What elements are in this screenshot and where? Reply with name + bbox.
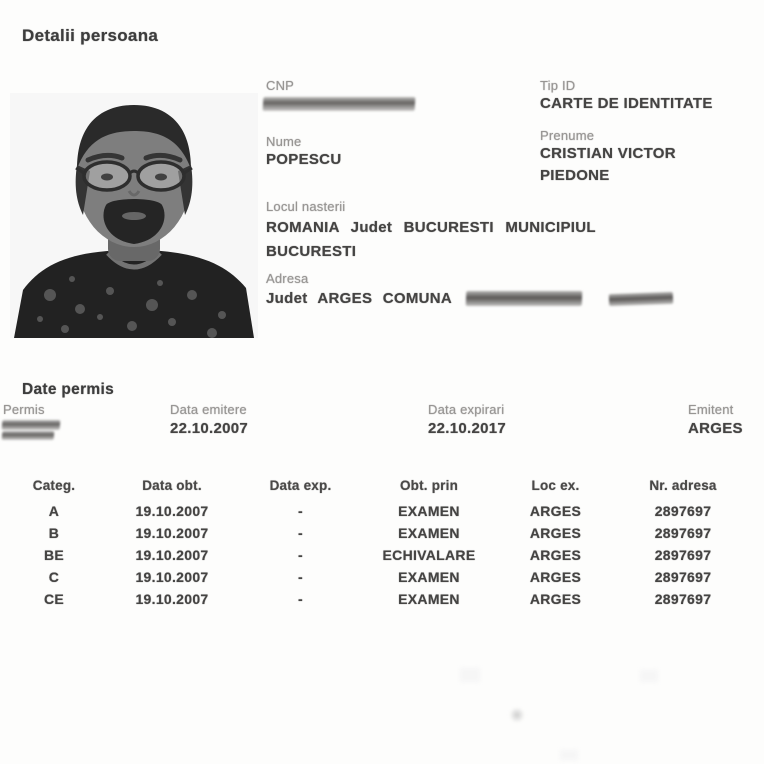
row-c-date-obt: 19.10.2007 [135, 569, 209, 585]
address-label: Adresa [266, 271, 309, 286]
first-name-value-line2: PIEDONE [540, 167, 610, 184]
col-header-categ: Categ. [32, 478, 76, 493]
row-ce-category: CE [43, 591, 65, 607]
col-header-data-obt: Data obt. [142, 478, 202, 493]
scan-artifact-block [560, 750, 578, 760]
birthplace-value-line1: ROMANIA Judet BUCURESTI MUNICIPIUL [266, 219, 596, 236]
row-be-loc-ex: ARGES [529, 547, 582, 563]
tip-id-label: Tip ID [540, 78, 576, 93]
address-redacted-commune [466, 291, 583, 306]
issue-date-label: Data emitere [170, 402, 247, 417]
col-header-obt-prin: Obt. prin [399, 478, 459, 493]
row-a-date-obt: 19.10.2007 [135, 503, 209, 519]
col-header-data-exp: Data exp. [269, 478, 332, 493]
first-name-label: Prenume [540, 128, 595, 143]
scan-artifact-block [640, 670, 658, 682]
row-be-category: BE [43, 547, 65, 563]
row-be-date-exp: - [298, 547, 303, 563]
permit-number-label: Permis [3, 402, 45, 417]
row-c-category: C [48, 569, 60, 585]
issue-date-value: 22.10.2007 [170, 420, 249, 437]
categories-table [0, 474, 764, 610]
row-a-loc-ex: ARGES [529, 503, 582, 519]
row-ce-obt-prin: EXAMEN [398, 591, 460, 607]
row-a-obt-prin: EXAMEN [398, 503, 460, 519]
row-c-loc-ex: ARGES [529, 569, 582, 585]
scan-artifact-dot [510, 708, 524, 722]
col-header-nr-adresa: Nr. adresa [649, 478, 717, 493]
last-name-label: Nume [266, 134, 302, 149]
row-b-date-obt: 19.10.2007 [135, 525, 209, 541]
row-b-date-exp: - [298, 525, 303, 541]
tip-id-value: CARTE DE IDENTITATE [540, 95, 713, 112]
cnp-label: CNP [266, 78, 295, 93]
row-ce-date-exp: - [298, 591, 303, 607]
cnp-redacted-value [263, 97, 416, 111]
address-value: Judet ARGES COMUNA [266, 290, 453, 307]
issuer-value: ARGES [688, 420, 743, 437]
address-redacted-detail [609, 292, 673, 306]
scan-artifact-block [460, 668, 480, 682]
last-name-value: POPESCU [266, 151, 342, 168]
row-c-nr-adresa: 2897697 [654, 569, 712, 585]
row-b-loc-ex: ARGES [529, 525, 582, 541]
person-details-title: Detalii persoana [22, 26, 159, 45]
permit-number-redacted-line1 [2, 420, 61, 430]
row-b-nr-adresa: 2897697 [654, 525, 712, 541]
expiry-date-value: 22.10.2017 [428, 420, 507, 437]
person-photo [10, 93, 258, 338]
row-b-obt-prin: EXAMEN [398, 525, 460, 541]
address-row [266, 290, 673, 308]
row-c-obt-prin: EXAMEN [398, 569, 460, 585]
row-be-nr-adresa: 2897697 [654, 547, 712, 563]
birthplace-value-line2: BUCURESTI [266, 243, 357, 260]
permit-details-title: Date permis [22, 381, 115, 398]
col-header-loc-ex: Loc ex. [531, 478, 580, 493]
row-ce-date-obt: 19.10.2007 [135, 591, 209, 607]
expiry-date-label: Data expirari [428, 402, 505, 417]
row-be-obt-prin: ECHIVALARE [382, 547, 476, 563]
row-a-category: A [48, 503, 60, 519]
permit-number-redacted-line2 [2, 431, 55, 440]
row-ce-loc-ex: ARGES [529, 591, 582, 607]
row-ce-nr-adresa: 2897697 [654, 591, 712, 607]
first-name-value-line1: CRISTIAN VICTOR [540, 145, 676, 162]
row-a-date-exp: - [298, 503, 303, 519]
row-b-category: B [48, 525, 60, 541]
row-c-date-exp: - [298, 569, 303, 585]
birthplace-label: Locul nasterii [266, 199, 346, 214]
row-a-nr-adresa: 2897697 [654, 503, 712, 519]
issuer-label: Emitent [688, 402, 734, 417]
row-be-date-obt: 19.10.2007 [135, 547, 209, 563]
